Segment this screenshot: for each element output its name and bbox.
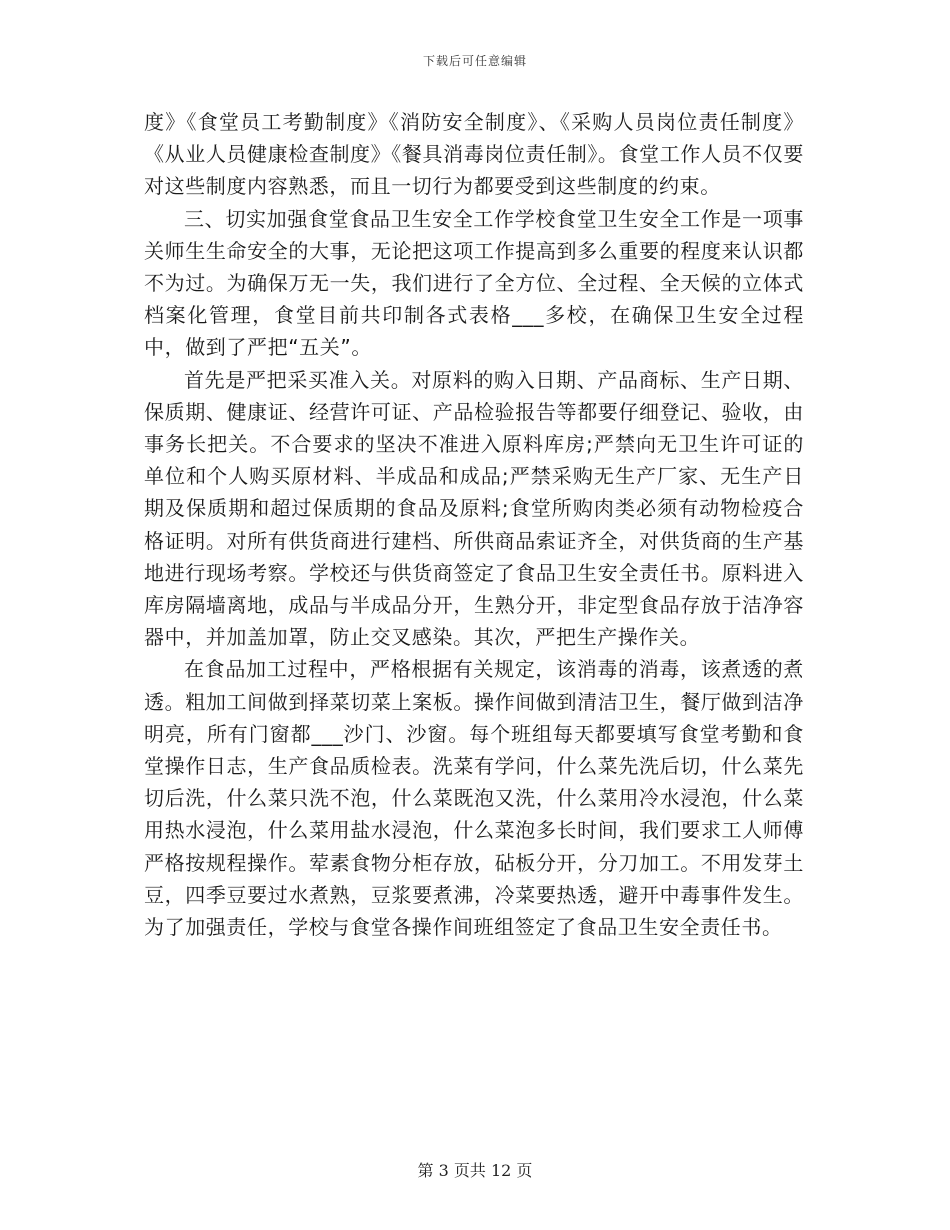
paragraph: 三、切实加强食堂食品卫生安全工作学校食堂卫生安全工作是一项事关师生生命安全的大事，无论把这项工作提高到多么重要的程度来认识都不为过。为确保万无一失，我们进行了全方位、全过程、全天候的立体式档案化管理，食堂目前共印制各式表格___多校，在确保卫生安全过程中，做到了严把“五关”。: [144, 206, 804, 360]
paragraph: 度》《食堂员工考勤制度》《消防安全制度》、《采购人员岗位责任制度》《从业人员健康检查制度》《餐具消毒岗位责任制》。食堂工作人员不仅要对这些制度内容熟悉，而且一切行为都要受到这些制度的约束。: [144, 110, 804, 199]
page-footer: 第 3 页共 12 页: [417, 1161, 533, 1180]
paragraph: 首先是严把采买准入关。对原料的购入日期、产品商标、生产日期、保质期、健康证、经营许可证、产品检验报告等都要仔细登记、验收，由事务长把关。不合要求的坚决不准进入原料库房;严禁向无卫生许可证的单位和个人购买原材料、半成品和成品;严禁采购无生产厂家、无生产日期及保质期和超过保质期的食品及原料;食堂所购肉类必须有动物检疫合格证明。对所有供货商进行建档、所供商品索证齐全，对供货商的生产基地进行现场考察。学校还与供货商签定了食品卫生安全责任书。原料进入库房隔墙离地，成品与半成品分开，生熟分开，非定型食品存放于洁净容器中，并加盖加罩，防止交叉感染。其次，严把生产操作关。: [144, 367, 804, 650]
paragraph: 在食品加工过程中，严格根据有关规定，该消毒的消毒，该煮透的煮透。粗加工间做到择菜切菜上案板。操作间做到清洁卫生，餐厅做到洁净明亮，所有门窗都___沙门、沙窗。每个班组每天都要填写食堂考勤和食堂操作日志，生产食品质检表。洗菜有学问，什么菜先洗后切，什么菜先切后洗，什么菜只洗不泡，什么菜既泡又洗，什么菜用冷水浸泡，什么菜用热水浸泡，什么菜用盐水浸泡，什么菜泡多长时间，我们要求工人师傅严格按规程操作。荤素食物分柜存放，砧板分开，分刀加工。不用发芽土豆，四季豆要过水煮熟，豆浆要煮沸，冷菜要热透，避开中毒事件发生。为了加强责任，学校与食堂各操作间班组签定了食品卫生安全责任书。: [144, 657, 804, 940]
document-body: [144, 106, 804, 943]
page-header: 下载后可任意编辑: [422, 54, 527, 68]
